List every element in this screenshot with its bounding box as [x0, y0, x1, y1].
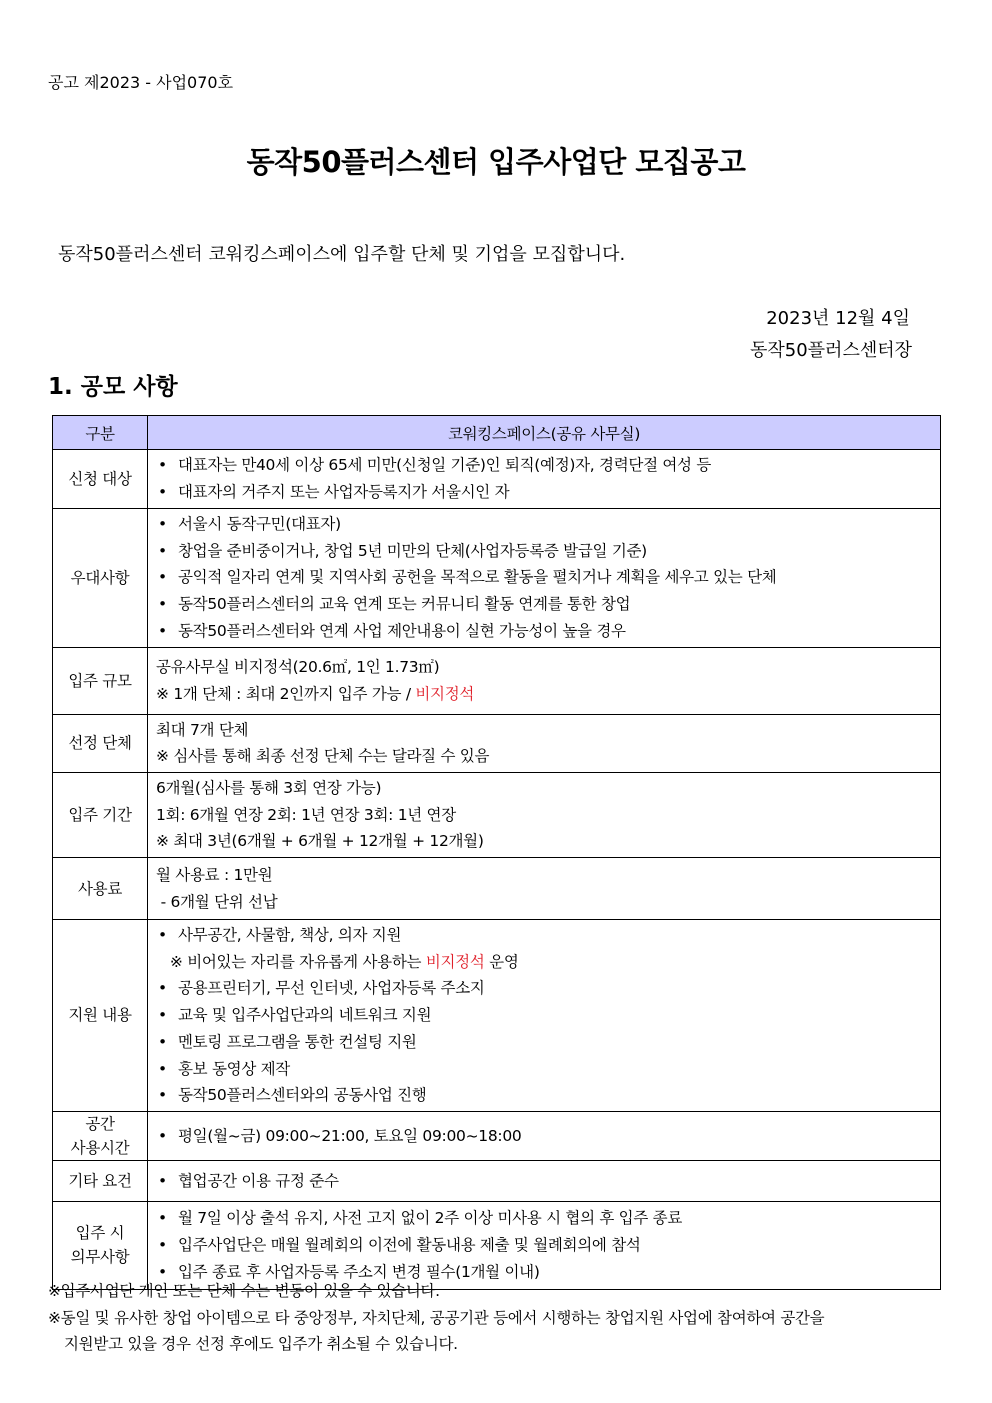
footnote: ※동일 및 유사한 창업 아이템으로 타 중앙정부, 자치단체, 공공기관 등에서 시행하는 창업지원 사업에 참여하여 공간을: [48, 1308, 825, 1327]
line-text: 월 7일 이상 출석 유지, 사전 고지 없이 2주 이상 미사용 시 협의 후 입주 종료: [178, 1209, 683, 1228]
bullet-item: [156, 618, 940, 645]
row-label-text: 기타 요건: [68, 1171, 132, 1190]
row-label: [53, 647, 148, 714]
table-row: [53, 714, 941, 772]
header-category: 구분: [53, 416, 148, 450]
row-label-text: 입주 기간: [68, 805, 132, 824]
line-text: ※ 1개 단체 : 최대 2인까지 입주 가능 /: [156, 684, 416, 703]
line-text: 공익적 일자리 연계 및 지역사회 공헌을 목적으로 활동을 펼치거나 계획을 세우고 있는 단체: [178, 568, 777, 587]
row-label-text: 공간: [85, 1114, 115, 1133]
row-content: [148, 920, 941, 1112]
row-label: [53, 714, 148, 772]
row-label: [53, 772, 148, 857]
row-content: [148, 647, 941, 714]
line-text: 평일(월~금) 09:00~21:00, 토요일 09:00~18:00: [178, 1126, 522, 1145]
row-content: [148, 858, 941, 920]
line-text: 대표자의 거주지 또는 사업자등록지가 서울시인 자: [178, 483, 510, 501]
content-line: [156, 681, 940, 708]
row-label: [53, 450, 148, 509]
line-text: 동작50플러스센터와 연계 사업 제안내용이 실현 가능성이 높을 경우: [178, 621, 626, 640]
line-text: 공용프린터기, 무선 인터넷, 사업자등록 주소지: [178, 979, 485, 998]
table-header-row: [53, 416, 941, 450]
section-title: 1. 공모 사항: [48, 374, 178, 400]
row-label-text: 지원 내용: [68, 1006, 132, 1025]
footnote: ※입주사업단 개인 또는 단체 수는 변동이 있을 수 있습니다.: [48, 1282, 440, 1300]
line-text: ※ 비어있는 자리를 자유롭게 사용하는: [156, 952, 426, 971]
content-line: [156, 717, 940, 744]
highlight-text: 비지정석: [415, 684, 475, 703]
bullet-item: [156, 564, 940, 591]
bullet-item: [156, 975, 940, 1002]
bullet-item: [156, 1056, 940, 1083]
row-content: [148, 1160, 941, 1201]
row-label-text: 사용료: [77, 879, 123, 898]
line-text: 서울시 동작구민(대표자): [178, 515, 341, 533]
row-content: [148, 509, 941, 648]
notice-date: 2023년 12월 4일: [766, 308, 910, 329]
line-text: ※ 심사를 통해 최종 선정 단체 수는 달라질 수 있음: [156, 747, 490, 766]
row-label-text: 의무사항: [70, 1248, 130, 1267]
row-label-text: 입주 규모: [68, 671, 132, 690]
line-text: 6개월(심사를 통해 3회 연장 가능): [156, 778, 382, 797]
table-row: [53, 509, 941, 648]
document-title: 동작50플러스센터 입주사업단 모집공고: [246, 145, 746, 179]
content-line: [156, 828, 940, 855]
issuer: 동작50플러스센터장: [749, 340, 912, 361]
line-text: ※ 최대 3년(6개월 + 6개월 + 12개월 + 12개월): [156, 832, 484, 851]
row-label: [53, 858, 148, 920]
row-content: [148, 1111, 941, 1160]
bullet-item: [156, 591, 940, 618]
line-text: 동작50플러스센터의 교육 연계 또는 커뮤니티 활동 연계를 통한 창업: [178, 595, 631, 614]
content-line: [156, 775, 940, 802]
bullet-item: [156, 479, 940, 506]
row-content: [148, 772, 941, 857]
table-row: [53, 1111, 941, 1160]
line-text: 홍보 동영상 제작: [178, 1059, 290, 1078]
footnotes: [48, 1278, 824, 1358]
line-text: 공유사무실 비지정석(20.6㎡, 1인 1.73㎡): [156, 657, 440, 676]
row-label-text: 선정 단체: [68, 734, 132, 753]
content-line: [156, 949, 940, 976]
line-text: 창업을 준비중이거나, 창업 5년 미만의 단체(사업자등록증 발급일 기준): [178, 541, 647, 560]
bullet-item: [156, 1205, 940, 1232]
row-label-text: 입주 시: [75, 1224, 125, 1243]
highlight-text: 비지정석: [425, 952, 485, 971]
content-line: [156, 889, 940, 916]
bullet-item: [156, 1123, 940, 1150]
content-line: [156, 654, 940, 681]
table-row: [53, 920, 941, 1112]
bullet-item: [156, 1232, 940, 1259]
line-text: 사무공간, 사물함, 책상, 의자 지원: [178, 926, 402, 945]
line-text: 협업공간 이용 규정 준수: [178, 1171, 339, 1190]
footnote: 지원받고 있을 경우 선정 후에도 입주가 취소될 수 있습니다.: [64, 1335, 458, 1353]
row-label: [53, 509, 148, 648]
bullet-item: [156, 538, 940, 565]
line-text: 동작50플러스센터와의 공동사업 진행: [178, 1086, 427, 1105]
row-content: [148, 714, 941, 772]
bullet-item: [156, 1002, 940, 1029]
table-row: [53, 1160, 941, 1201]
line-text: 1회: 6개월 연장 2회: 1년 연장 3회: 1년 연장: [156, 805, 456, 824]
line-text: - 6개월 단위 선납: [156, 892, 278, 911]
recruitment-table: [52, 415, 941, 1290]
content-line: [156, 802, 940, 829]
table-row: [53, 1201, 941, 1289]
line-text: 대표자는 만40세 이상 65세 미만(신청일 기준)인 퇴직(예정)자, 경력단절 여성 등: [178, 456, 712, 475]
content-line: [156, 743, 940, 770]
notice-number: 공고 제2023 - 사업070호: [48, 73, 234, 92]
row-label: [53, 920, 148, 1112]
line-text: 최대 7개 단체: [156, 720, 249, 739]
content-line: [156, 862, 940, 889]
line-text: 입주 종료 후 사업자등록 주소지 변경 필수(1개월 이내): [178, 1262, 540, 1281]
line-text: 운영: [484, 952, 519, 971]
row-label-text: 사용시간: [70, 1138, 130, 1157]
row-label: [53, 1201, 148, 1289]
line-text: 월 사용료 : 1만원: [156, 865, 273, 884]
line-text: 교육 및 입주사업단과의 네트워크 지원: [178, 1006, 432, 1025]
line-text: 입주사업단은 매월 월례회의 이전에 활동내용 제출 및 월례회의에 참석: [178, 1236, 641, 1255]
row-label: [53, 1160, 148, 1201]
bullet-item: [156, 922, 940, 949]
line-text: 멘토링 프로그램을 통한 컨설팅 지원: [178, 1032, 417, 1051]
intro-text: 동작50플러스센터 코워킹스페이스에 입주할 단체 및 기업을 모집합니다.: [58, 244, 626, 265]
row-label-text: 신청 대상: [68, 470, 132, 488]
row-label: [53, 1111, 148, 1160]
table-row: [53, 858, 941, 920]
bullet-item: [156, 1029, 940, 1056]
bullet-item: [156, 511, 940, 538]
table-row: [53, 450, 941, 509]
row-content: [148, 450, 941, 509]
row-content: [148, 1201, 941, 1289]
bullet-item: [156, 1168, 940, 1195]
bullet-item: [156, 452, 940, 479]
row-label-text: 우대사항: [70, 568, 130, 587]
table-row: [53, 772, 941, 857]
bullet-item: [156, 1082, 940, 1109]
header-coworking: 코워킹스페이스(공유 사무실): [148, 416, 941, 450]
table-row: [53, 647, 941, 714]
